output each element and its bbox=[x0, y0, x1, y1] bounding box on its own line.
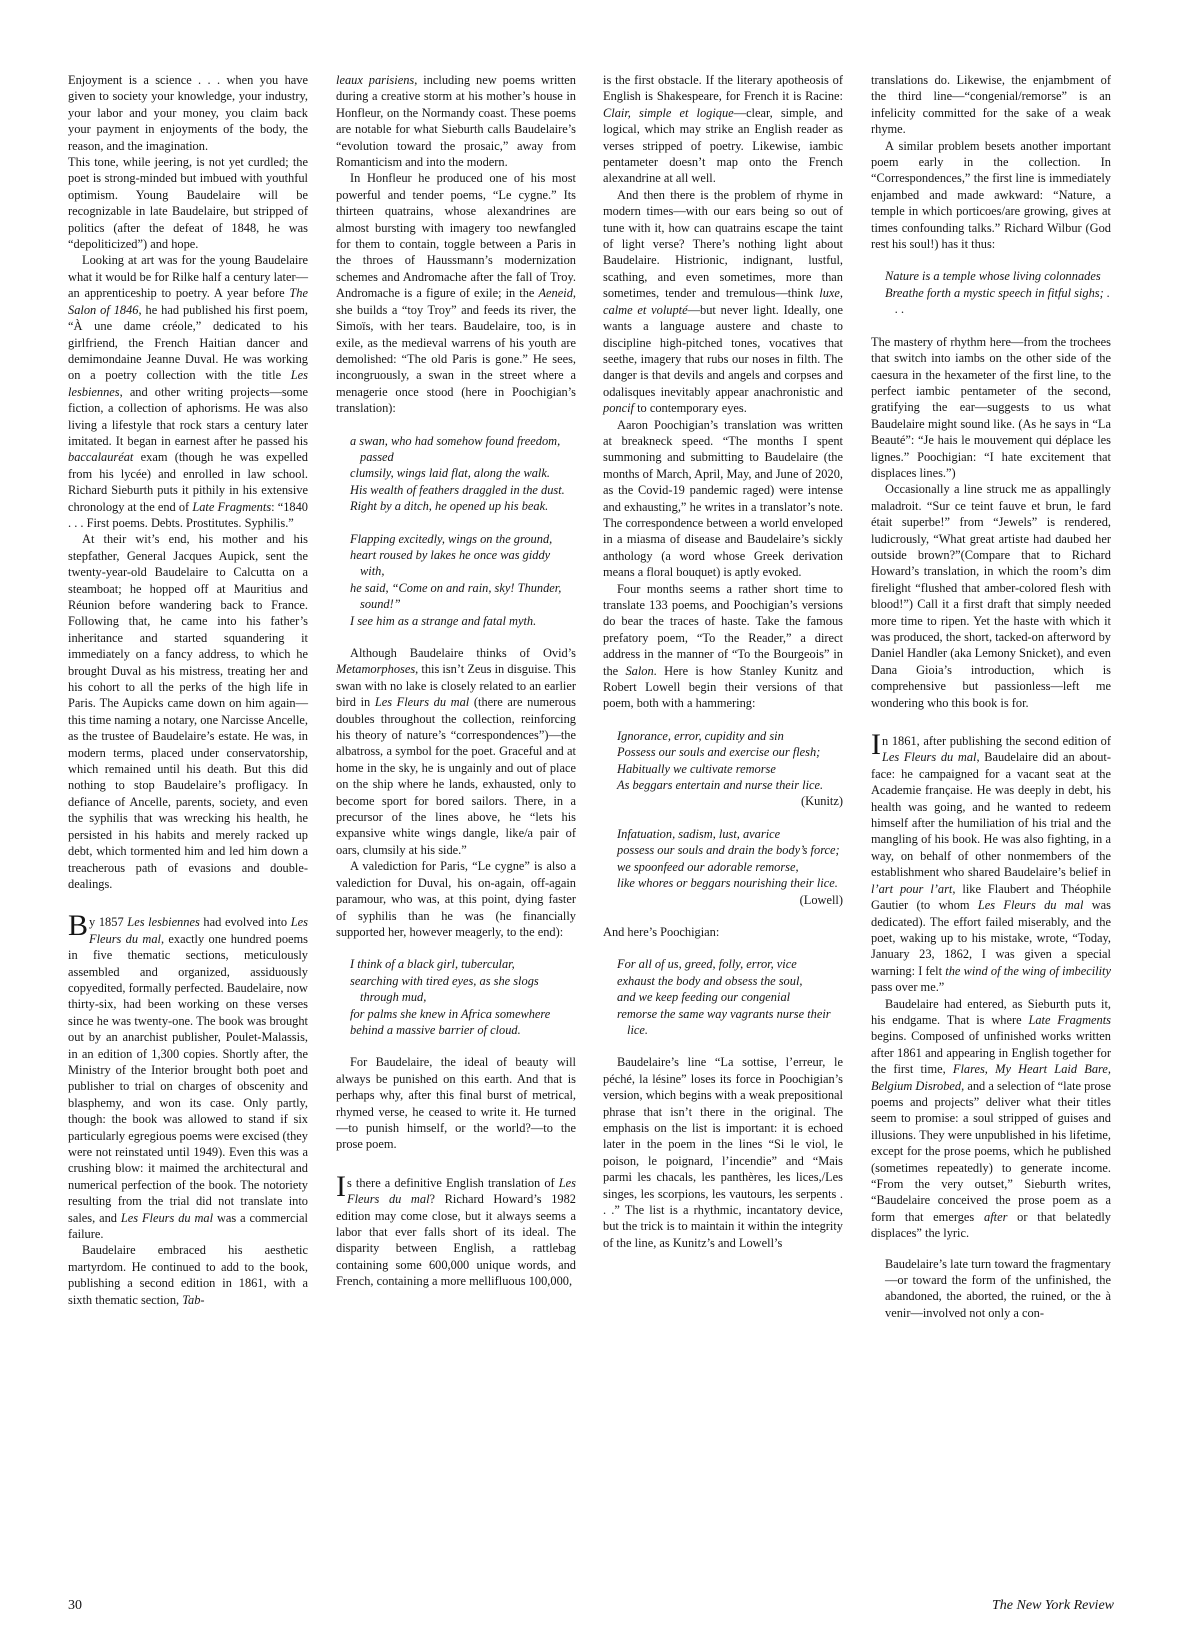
verse-line: Infatuation, sadism, lust, avarice bbox=[617, 826, 781, 841]
paragraph: And then there is the problem of rhyme in modern times—with our ears being so out of tune with it, how can quatrains escape the taint of light verse? There’s nothing light about Baudelaire. Histrionic, indignant, lustful, scathing, and even sometimes, more than sometimes, tender and tremulous—think luxe, calme et volupté—but never light. Ideally, one wants a language austere and chaste to discipline high-pitched tones, vocatives that seethe, imagery that rubs our noses in filth. The danger is that devils and angels and corpses and odalisques inevitably appear anachronistic and poncif to contemporary eyes. bbox=[603, 187, 843, 416]
verse-line: I see him as a strange and fatal myth. bbox=[350, 613, 537, 628]
verse-swan bbox=[350, 433, 576, 629]
paragraph: Looking at art was for the young Baudelaire what it would be for Rilke half a century later—an apprenticeship to poetry. A year before The Salon of 1846, he had published his first poem, “À une dame créole,” dedicated to his girlfriend, the French Haitian dancer and demimondaine Jeanne Duval. He was working on a poetry collection with the title Les lesbiennes, and other writing projects—some fiction, a collection of aphorisms. He was also living a lifestyle that rock stars a century later imitated. It began in earnest after he passed his baccalauréat exam (though he was expelled from his lycée) and enrolled in law school. Richard Sieburth puts it pithily in his extensive chronology at the end of Late Fragments: “1840 . . . First poems. Debts. Prostitutes. Syphilis.” bbox=[68, 253, 309, 530]
drop-cap: I bbox=[871, 728, 881, 762]
paragraph: leaux parisiens, including new poems written during a creative storm at his mother’s house in Honfleur, on the Normandy coast. These poems are notable for what Sieburth calls Baudelaire’s “evolution toward the prosaic,” away from Romanticism and into the modern. bbox=[336, 73, 576, 170]
verse-line: he said, “Come on and rain, sky! Thunder, sound!” bbox=[350, 580, 562, 612]
page-number: 30 bbox=[68, 1598, 82, 1613]
verse-black-girl bbox=[350, 956, 576, 1038]
verse-line: I think of a black girl, tubercular, bbox=[350, 957, 515, 972]
section-paragraph: In 1861, after publishing the second edition of Les Fleurs du mal, Baudelaire did an about-face: he campaigned for a vacant seat at the Academie française. He was deeply in debt, his health was going, and he wanted to redeem himself after the humiliation of his trial and the mangling of his book. He was also fighting, in a way, on behalf of other nonmembers of the establishment who shared Baudelaire’s belief in l’art pour l’art, like Flaubert and Théophile Gautier (to whom Les Fleurs du mal was dedicated). The effort failed miserably, and the poet, waking up to his mistake, wrote, “Today, January 23, 1862, I was given a special warning: I felt the wind of the wing of imbecility pass over me.” bbox=[871, 728, 1112, 995]
verse-line: Right by a ditch, he opened up his beak. bbox=[350, 499, 549, 514]
verse-line: behind a massive barrier of cloud. bbox=[350, 1022, 521, 1037]
section-paragraph: Is there a definitive English translation of Les Fleurs du mal? Richard Howard’s 1982 edition may come close, but it always seems a labor that ever falls short of its ideal. The disparity between English, a rattlebag containing some 600,000 unique words, and French, containing a more mellifluous 100,000, bbox=[336, 1169, 576, 1289]
paragraph: This tone, while jeering, is not yet curdled; the poet is strong-minded but imbued with youthful optimism. Young Baudelaire will be recognizable in late Baudelaire, but stripped of politics (after the defeat of 1848, he was “depoliticized”) and hope. bbox=[68, 155, 308, 252]
verse-kunitz bbox=[617, 728, 843, 908]
paragraph: A valediction for Paris, “Le cygne” is also a valediction for Duval, his on-again, off-again paramour, who was, at this point, dying faster of syphilis than he was (he financially supported her, however meagerly, to the end): bbox=[336, 859, 576, 939]
paragraph: Baudelaire embraced his aesthetic martyrdom. He continued to add to the book, publishing a second edition in 1861, with a sixth thematic section, Tab- bbox=[68, 1243, 308, 1307]
verse-line: For all of us, greed, folly, error, vice bbox=[617, 957, 797, 972]
paragraph: translations do. Likewise, the enjambment of the third line—“congenial/remorse” is an infelicity committed for the sake of a weak rhyme. bbox=[871, 73, 1111, 137]
verse-line: remorse the same way vagrants nurse their lice. bbox=[617, 1006, 831, 1037]
verse-line: heart roused by lakes he once was giddy with, bbox=[350, 547, 551, 579]
verse-line: for palms she knew in Africa somewhere bbox=[350, 1006, 551, 1021]
paragraph: A similar problem besets another important poem early in the collection. In “Correspondences,” the first line is immediately enjambed and made awkward: “Nature, a temple in which porticoes/are growing, gives at times confounding talks.” Richard Wilbur (God rest his soul!) has it thus: bbox=[871, 138, 1111, 252]
verse-line: Possess our souls and exercise our flesh; bbox=[617, 745, 821, 760]
paragraph: Four months seems a rather short time to translate 133 poems, and Poochigian’s versions do bear the traces of haste. Take the famous prefatory poem, “To the Reader,” a direct address in the manner of “To the Bourgeois” in the Salon. Here is how Stanley Kunitz and Robert Lowell begin their versions of that poem, both with a hammering: bbox=[603, 581, 843, 711]
column-3 bbox=[603, 72, 843, 1251]
paragraph: At their wit’s end, his mother and his stepfather, General Jacques Aupick, sent the twenty-year-old Baudelaire to Calcutta on a steamboat; he hopped off at Mauritius and Réunion before wandering back to France. Following that, he came into his father’s inheritance and started squandering it immediately on a fancy address, to which he brought Duval as his mistress, treating her and his cohort to all the perks of the high life in Paris. The Aupicks came down on him again—this time naming a notary, one Narcisse Ancelle, as the trustee of Baudelaire’s estate. He was, in modern terms, placed under conservatorship, which remained until his death. But this did nothing to stop Baudelaire’s profligacy. In defiance of Ancelle, parents, society, and even the syphilis that was wrecking his health, he persisted in his habits and merely racked up debt, which tormented him and led him down a treacherous path of evasions and double-dealings. bbox=[68, 532, 308, 891]
verse-wilbur bbox=[885, 268, 1111, 317]
verse-line: a swan, who had somehow found freedom, passed bbox=[350, 433, 561, 464]
verse-line: like whores or beggars nourishing their lice. bbox=[617, 876, 838, 891]
verse-attribution: (Kunitz) bbox=[801, 794, 843, 809]
paragraph: Baudelaire had entered, as Sieburth puts it, his endgame. That is where Late Fragments begins. Composed of unfinished works written after 1861 and appearing in English together for the first time, Flares, My Heart Laid Bare, Belgium Disrobed, and a selection of “late prose poems and projects” deliver what their titles seem to promise: a soul stripped of guises and illusions. They were unpublished in his lifetime, except for the prose poems, which he published (sometimes repeatedly) to generate income. “From the very outset,” Sieburth writes, “Baudelaire conceived the prose poem as a form that emerges after or that belatedly displaces” the lyric. bbox=[871, 996, 1111, 1241]
verse-line: searching with tired eyes, as she slogs through mud, bbox=[350, 973, 539, 1005]
paragraph: Occasionally a line struck me as appallingly maladroit. “Sur ce teint fauve et brun, le fard était superbe!” from “Jewels” is rendered, ludicrously, “What great artiste had daubed her outside brown?”(Compare that to Richard Howard’s translation, in which the room’s dim firelight “flushed that amber-colored flesh with blood!”) Call it a first draft that simply needed more time to ripen. Yet the haste with which it was produced, the short, tacked-on afterword by Daniel Handler (aka Lemony Snicket), and even Dana Gioia’s introduction, which is comprehensive but passionless—left me wondering who this book is for. bbox=[871, 482, 1111, 710]
drop-cap: B bbox=[68, 909, 89, 943]
publication-name: The New York Review bbox=[992, 1598, 1114, 1613]
verse-poochigian bbox=[617, 956, 843, 1038]
paragraph: In Honfleur he produced one of his most powerful and tender poems, “Le cygne.” Its thirteen quatrains, whose alexandrines are almost bursting with imagery too newfangled for them to contain, toggle between a Paris in the throes of Haussmann’s modernization schemes and Andromache after the fall of Troy. Andromache is a figure of exile; in the Aeneid, she builds a “toy Troy” and feeds its river, the Simoïs, with her tears. Baudelaire, too, is in exile, as the medieval warrens of his youth are demolished: “The old Paris is gone.” He sees, incongruously, a swan in the street where a menagerie once stood (here in Poochigian’s translation): bbox=[336, 171, 576, 416]
verse-line: As beggars entertain and nurse their lice. bbox=[617, 778, 824, 793]
verse-line: and we keep feeding our congenial bbox=[617, 990, 791, 1005]
column-1 bbox=[68, 72, 308, 1308]
opening-quote: Enjoyment is a science . . . when you have given to society your knowledge, your industry, your labor and your money, you claim back your payment in enjoyments of the body, the reason, and the imagination. bbox=[68, 73, 308, 153]
column-2 bbox=[336, 72, 576, 1290]
verse-line: Habitually we cultivate remorse bbox=[617, 761, 776, 776]
verse-line: we spoonfeed our adorable remorse, bbox=[617, 859, 799, 874]
paragraph: Baudelaire’s line “La sottise, l’erreur, le péché, la lésine” loses its force in Poochigian’s version, which begins with a weak prepositional phrase that isn’t there in the original. The emphasis on the list is important: it is echoed later in the poem in the lines “Si le viol, le poison, le poignard, l’incendie” and “Mais parmi les chacals, les panthères, les lices,/Les singes, les scorpions, les vautours, les serpents . . .” The list is a rhythmic, incantatory device, but the trick is to maintain it within the integrity of the line, as Kunitz’s and Lowell’s bbox=[603, 1055, 843, 1250]
closing-quote: Baudelaire’s late turn toward the fragmentary—or toward the form of the unfinished, the abandoned, the aborted, the ruined, or the à venir—involved not only a con- bbox=[885, 1256, 1111, 1320]
verse-line: Breathe forth a mystic speech in fitful sighs; . . . bbox=[885, 285, 1110, 317]
verse-line: possess our souls and drain the body’s force; bbox=[617, 843, 840, 858]
paragraph: Aaron Poochigian’s translation was written at breakneck speed. “The months I spent summoning and submitting to Baudelaire (the months of March, April, May, and June of 2020, as the Covid-19 pandemic raged) were intense and exhausting,” he writes in a translator’s note. The correspondence between a world enveloped in a miasma of disease and Baudelaire’s sickly anthology (a word whose Greek derivation means a floral bouquet) is aptly evoked. bbox=[603, 417, 843, 580]
paragraph: Although Baudelaire thinks of Ovid’s Metamorphoses, this isn’t Zeus in disguise. This swan with no lake is closely related to an earlier bird in Les Fleurs du mal (there are numerous doubles throughout the collection, reinforcing his theory of nature’s “correspondences”)—the albatross, a symbol for the poet. Graceful and at home in the sky, he is ungainly and out of place on the ship where he lands, exhausted, only to become sport for bored sailors. There, in a precursor of the lines above, he “lets his expansive white wings dangle, like/a pair of oars, clumsily at his side.” bbox=[336, 646, 576, 857]
verse-line: exhaust the body and obsess the soul, bbox=[617, 973, 803, 988]
section-paragraph: By 1857 Les lesbiennes had evolved into Les Fleurs du mal, exactly one hundred poems in five thematic sections, meticulously assembled and organized, assiduously copyedited, formally perfected. Baudelaire, now thirty-six, had been working on these verses since he was twenty-one. The book was brought out by an anarchist publisher, Poulet-Malassis, in an edition of 1,300 copies. Shortly after, the Ministry of the Interior brought both poet and publisher to trial on charges of obscenity and blasphemy, and won its case. Only partly, though: the book was allowed to stand if six particularly egregious poems were excised (they were not reinstated until 1949). Even this was a crushing blow: it maimed the architectural and numerical perfection of the book. The notoriety resulting from the trial did not translate into sales, and Les Fleurs du mal was a commercial failure. bbox=[68, 909, 309, 1242]
verse-line: clumsily, wings laid flat, along the walk. bbox=[350, 466, 550, 481]
drop-cap: I bbox=[336, 1169, 346, 1203]
paragraph: The mastery of rhythm here—from the trochees that switch into iambs on the other side of the caesura in the hexameter of the first line, to the perfect iambic pentameter of the second, gratifying the ear—suggests to us what Baudelaire might sound like. (As he says in “La Beauté”: “Je hais le mouvement qui déplace les lignes.” Poochigian: “I hate excitement that displaces lines.”) bbox=[871, 334, 1111, 480]
paragraph: And here’s Poochigian: bbox=[603, 924, 720, 939]
verse-line: Nature is a temple whose living colonnades bbox=[885, 269, 1101, 284]
verse-line: Flapping excitedly, wings on the ground, bbox=[350, 531, 553, 546]
verse-line: His wealth of feathers draggled in the dust. bbox=[350, 482, 565, 497]
paragraph: For Baudelaire, the ideal of beauty will always be punished on this earth. And that is perhaps why, after this final burst of metrical, rhymed verse, he ceased to write it. He turned—to punish himself, or the world?—to the prose poem. bbox=[336, 1055, 576, 1152]
column-4 bbox=[871, 72, 1111, 1321]
verse-line: Ignorance, error, cupidity and sin bbox=[617, 728, 784, 743]
verse-attribution: (Lowell) bbox=[799, 892, 843, 907]
paragraph: is the first obstacle. If the literary apotheosis of English is Shakespeare, for French it is Racine: Clair, simple et logique—clear, simple, and logical, which may strike an English reader as verses stripped of poetry. Likewise, iambic pentameter doesn’t map onto the French alexandrine at all well. bbox=[603, 73, 843, 186]
